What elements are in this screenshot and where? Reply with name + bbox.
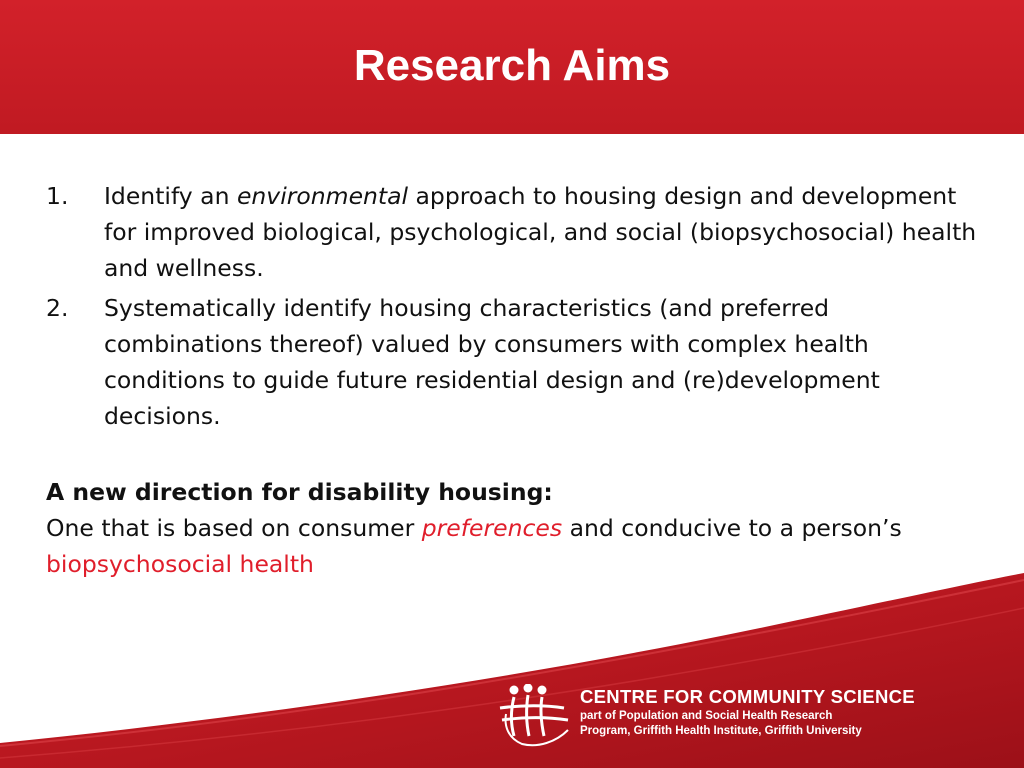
direction-text: and conducive to a person’s [562,514,902,542]
aim-text: Identify an [104,182,237,210]
aim-text: approach to housing design and development for improved biological, psychological, and social (biopsychosocial) health and wellness. [104,182,977,282]
aim-emphasis: environmental [236,182,409,210]
org-affiliation: Program, Griffith Health Institute, Griffith University [580,725,862,737]
highlight-preferences: preferences [421,514,563,542]
aims-list [46,178,986,434]
direction-statement [46,474,986,582]
title-bar [0,0,1024,134]
highlight-biopsychosocial: biopsychosocial health [46,550,314,578]
aim-number: 1. [46,182,69,210]
org-affiliation: part of Population and Social Health Research [580,710,833,722]
community-science-logo-icon [498,684,574,748]
aim-item-1 [46,178,986,286]
slide-title: Research Aims [353,41,671,90]
direction-text: One that is based on consumer [46,514,422,542]
aim-text: Systematically identify housing characteristics (and preferred combinations thereof) valued by consumers with complex health conditions to guide future residential design and (re)development decisions. [104,294,880,430]
slide-content [46,178,986,582]
aim-number: 2. [46,294,69,322]
direction-heading: A new direction for disability housing: [46,478,553,506]
aim-item-2 [46,290,986,434]
org-name: CENTRE FOR COMMUNITY SCIENCE [580,686,915,707]
logo-text [580,685,915,739]
